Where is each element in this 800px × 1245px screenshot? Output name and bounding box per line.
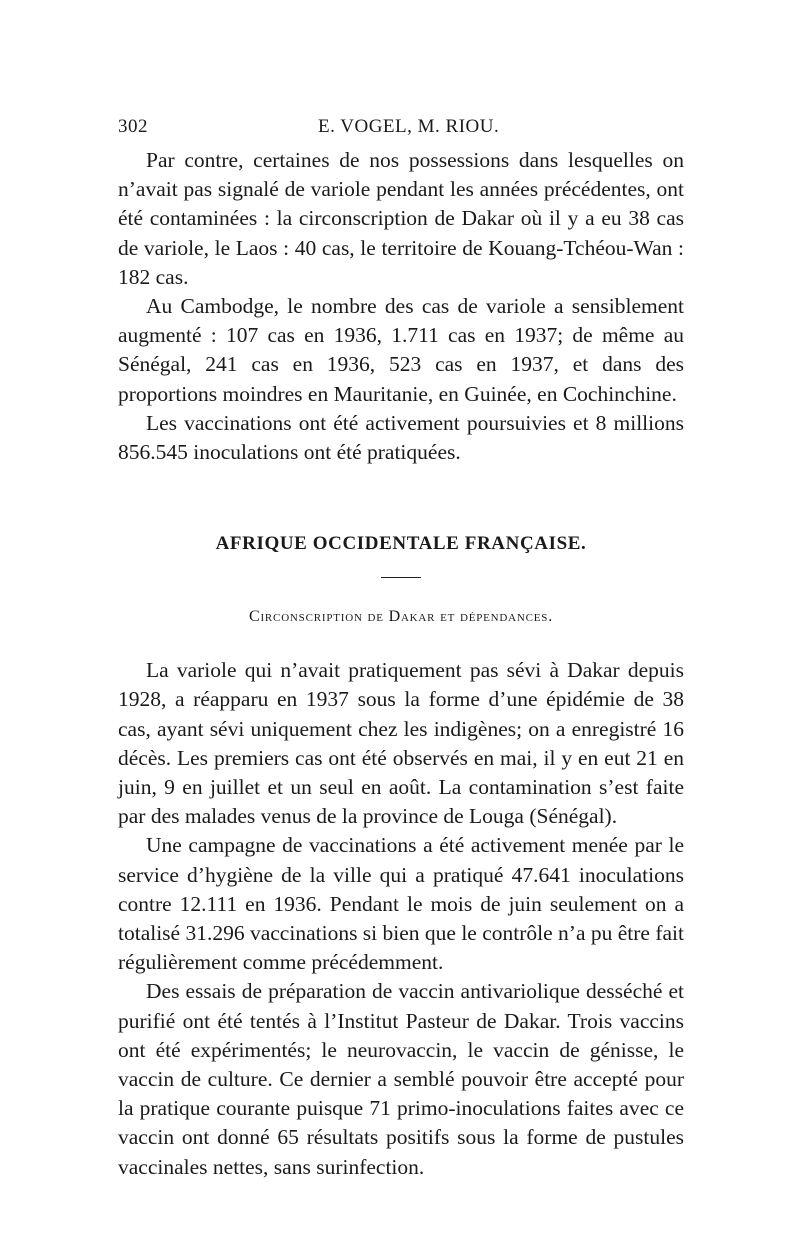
intro-paragraph: Les vaccinations ont été activement poursuivies et 8 millions 856.545 inoculations ont été pratiquées. — [118, 410, 684, 465]
body-paragraph: Une campagne de vaccinations a été activement menée par le service d’hygiène de la ville qui a pratiqué 47.641 inoculations contre 12.111 en 1936. Pendant le mois de juin seulement on a totalisé 31.296 vaccinations si bien que le contrôle n’a pu être fait régulièrement comme précédemment. — [118, 833, 684, 975]
intro-paragraph: Par contre, certaines de nos possessions dans lesquelles on n’avait pas signalé de variole pendant les années précédentes, ont été contaminées : la circonscription de Dakar où il y a eu 38 cas de variole, le Laos : 40 cas, le territoire de Kouang-Tchéou-Wan : 182 cas. — [118, 148, 684, 289]
body-paragraph: Des essais de préparation de vaccin antivariolique desséché et purifié ont été tentés à l’Institut Pasteur de Dakar. Trois vaccins ont été expérimentés; le neurovaccin, le vaccin de génisse, le vaccin de culture. Ce dernier a semblé pouvoir être accepté pour la pratique courante puisque 71 primo-inoculations faites avec ce vaccin ont donné 65 résultats positifs sous la forme de pustules vaccinales nettes, sans surinfection. — [118, 979, 684, 1179]
section-spacer — [118, 467, 684, 533]
section-title: AFRIQUE OCCIDENTALE FRANÇAISE. — [215, 533, 587, 555]
running-head-authors: E. VOGEL, M. RIOU. — [318, 116, 500, 137]
body-spacer — [118, 626, 684, 656]
running-head — [118, 108, 684, 146]
body-paragraph: La variole qui n’avait pratiquement pas sévi à Dakar depuis 1928, a réapparu en 1937 sous la forme d’une épidémie de 38 cas, ayant sévi uniquement chez les indigènes; on a enregistré 16 décès. Les premiers cas ont été observés en mai, il y en eut 21 en juin, 9 en juillet et un seul en août. La contamination s’est faite par des malades venus de la province de Louga (Sénégal). — [118, 658, 684, 829]
subsection-title: Circonscription de Dakar et dépendances. — [248, 608, 553, 626]
page-number: 302 — [118, 116, 148, 137]
section-divider — [381, 577, 421, 578]
intro-paragraph: Au Cambodge, le nombre des cas de variole a sensiblement augmenté : 107 cas en 1936, 1.711 cas en 1937; de même au Sénégal, 241 cas en 1936, 523 cas en 1937, et dans des proportions moindres en Mauritanie, en Guinée, en Cochinchine. — [118, 294, 684, 406]
document-page — [118, 108, 684, 1182]
